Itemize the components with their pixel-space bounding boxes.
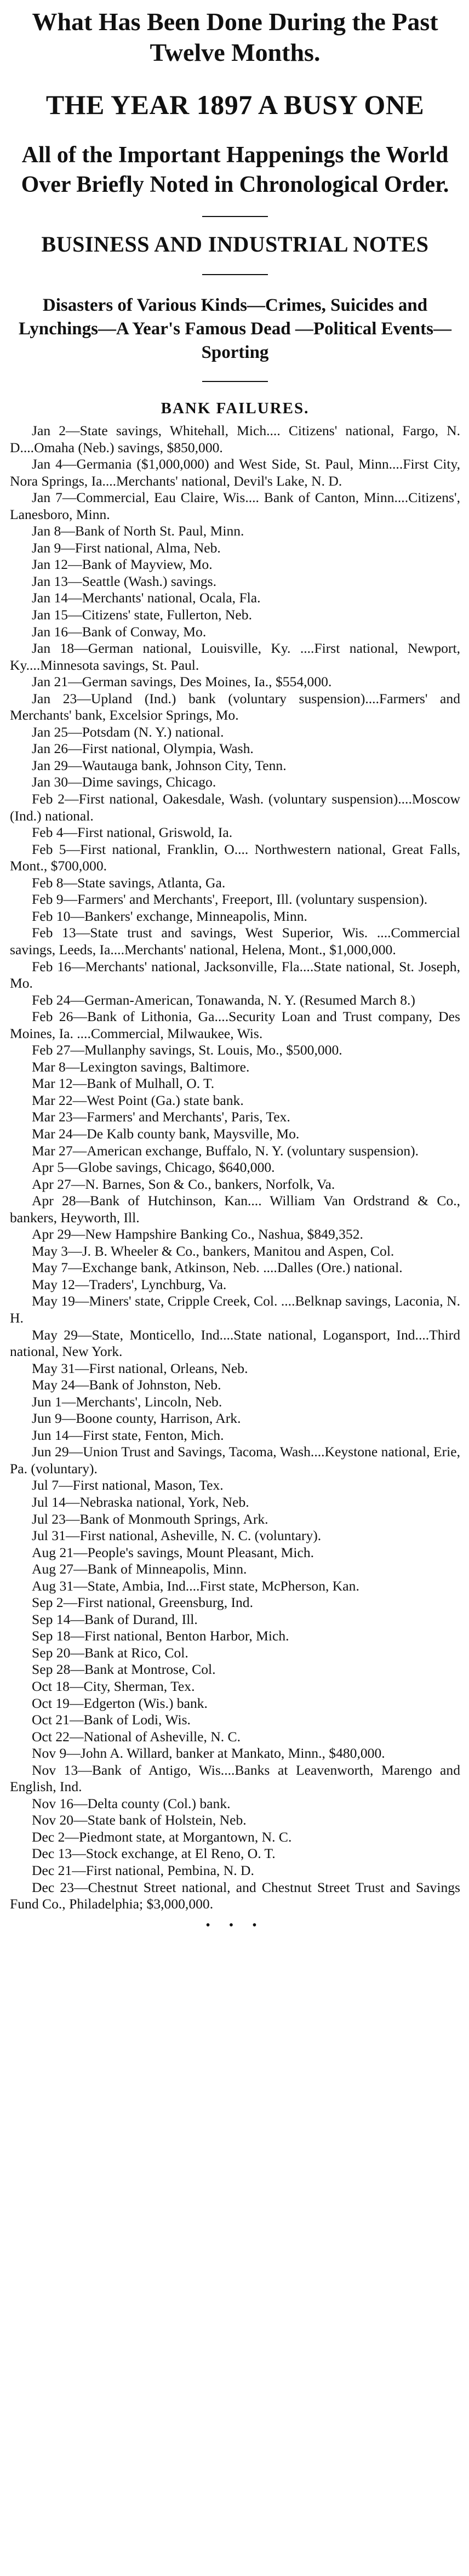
bank-failure-entry: Jul 14—Nebraska national, York, Neb.	[32, 1494, 249, 1510]
divider-rule	[202, 216, 268, 217]
bank-failure-entry: Jan 15—Citizens' state, Fullerton, Neb.	[32, 607, 252, 623]
bank-failure-entry: Jun 29—Union Trust and Savings, Tacoma, Wash....Keystone national, Erie, Pa. (voluntary).	[10, 1444, 460, 1477]
bank-failure-entry: Jan 14—Merchants' national, Ocala, Fla.	[32, 590, 261, 606]
bank-failure-entry: Mar 8—Lexington savings, Baltimore.	[32, 1058, 250, 1075]
bank-failure-entry: Jun 14—First state, Fenton, Mich.	[32, 1427, 224, 1443]
bank-failure-entry: May 29—State, Monticello, Ind....State national, Logansport, Ind....Third national, New York.	[10, 1326, 460, 1360]
bank-failure-entry: Dec 13—Stock exchange, at El Reno, O. T.	[32, 1845, 276, 1862]
bank-failure-entry: Jan 16—Bank of Conway, Mo.	[32, 623, 207, 640]
year-headline: THE YEAR 1897 A BUSY ONE	[45, 89, 425, 120]
bank-failure-entry: Jul 31—First national, Asheville, N. C. (voluntary).	[32, 1528, 322, 1544]
bank-failure-entry: Dec 21—First national, Pembina, N. D.	[32, 1862, 254, 1879]
bank-failure-entry: Jan 23—Upland (Ind.) bank (voluntary suspension)....Farmers' and Merchants' bank, Excelsior Springs, Mo.	[10, 690, 460, 723]
bank-failure-entry: Feb 27—Mullanphy savings, St. Louis, Mo., $500,000.	[32, 1042, 342, 1058]
bank-failure-entry: Apr 27—N. Barnes, Son & Co., bankers, Norfolk, Va.	[32, 1176, 335, 1192]
bank-failure-entry: Sep 2—First national, Greensburg, Ind.	[32, 1594, 254, 1611]
bank-failure-entry: Feb 9—Farmers' and Merchants', Freeport, Ill. (voluntary suspension).	[32, 891, 428, 908]
bank-failure-entry: Aug 27—Bank of Minneapolis, Minn.	[32, 1561, 247, 1577]
bank-failure-entry: Oct 21—Bank of Lodi, Wis.	[32, 1712, 191, 1728]
bank-failure-entry: Oct 18—City, Sherman, Tex.	[32, 1678, 195, 1695]
bank-failure-entry: Mar 22—West Point (Ga.) state bank.	[32, 1092, 244, 1108]
bank-failure-entry: May 7—Exchange bank, Atkinson, Neb. ....Dalles (Ore.) national.	[32, 1259, 403, 1276]
bank-failure-entry: Jan 25—Potsdam (N. Y.) national.	[32, 723, 224, 740]
bank-failure-entry: May 19—Miners' state, Cripple Creek, Col. ....Belknap savings, Laconia, N. H.	[10, 1293, 460, 1326]
bank-failure-entry: Jan 26—First national, Olympia, Wash.	[32, 740, 254, 757]
bank-failure-entry: May 31—First national, Orleans, Neb.	[32, 1360, 248, 1376]
bank-failure-entry: Oct 19—Edgerton (Wis.) bank.	[32, 1695, 208, 1711]
bank-failure-entry: Nov 9—John A. Willard, banker at Mankato, Minn., $480,000.	[32, 1745, 385, 1762]
bank-failure-entry: Feb 10—Bankers' exchange, Minneapolis, Minn.	[32, 908, 307, 924]
bank-failure-entry: Feb 13—State trust and savings, West Superior, Wis. ....Commercial savings, Leeds, Ia....Merchants' national, Helena, Mont., $1,000,000.	[10, 925, 460, 958]
bank-failure-entry: Feb 5—First national, Franklin, O.... Northwestern national, Great Falls, Mont., $700,000.	[10, 841, 460, 874]
bank-failure-entry: Sep 28—Bank at Montrose, Col.	[32, 1661, 216, 1678]
bank-failure-entry: Jan 12—Bank of Mayview, Mo.	[32, 556, 213, 573]
bank-failure-entry: Feb 26—Bank of Lithonia, Ga....Security Loan and Trust company, Des Moines, Ia. ....Commercial, Milwaukee, Wis.	[10, 1008, 460, 1041]
bank-failure-entry: Jul 7—First national, Mason, Tex.	[32, 1477, 224, 1494]
bank-failure-entry: Nov 16—Delta county (Col.) bank.	[32, 1795, 231, 1811]
section-subdeck: Disasters of Various Kinds—Crimes, Suicides and Lynchings—A Year's Famous Dead —Political Events—Sporting	[19, 295, 451, 362]
bank-failure-entry: Jul 23—Bank of Monmouth Springs, Ark.	[32, 1511, 268, 1527]
bank-failure-entry: Mar 27—American exchange, Buffalo, N. Y. (voluntary suspension).	[32, 1142, 419, 1159]
bank-failure-entry: Sep 18—First national, Benton Harbor, Mich.	[32, 1628, 289, 1644]
bank-failure-entry: Apr 29—New Hampshire Banking Co., Nashua, $849,352.	[32, 1226, 363, 1243]
bank-failure-entry: Jan 18—German national, Louisville, Ky. ....First national, Newport, Ky....Minnesota savings, St. Paul.	[10, 640, 460, 673]
divider-rule	[202, 274, 268, 275]
bank-failure-entry: Apr 5—Globe savings, Chicago, $640,000.	[32, 1159, 275, 1176]
bank-failure-entry: May 24—Bank of Johnston, Neb.	[32, 1377, 221, 1393]
bank-failure-entry: Jun 9—Boone county, Harrison, Ark.	[32, 1410, 241, 1427]
bank-failure-entry: Mar 12—Bank of Mulhall, O. T.	[32, 1075, 215, 1092]
bank-failure-entry: Jan 2—State savings, Whitehall, Mich.... Citizens' national, Fargo, N. D....Omaha (Neb.) savings, $850,000.	[10, 423, 460, 455]
bank-failures-heading: BANK FAILURES.	[161, 400, 310, 417]
bank-failure-entry: Mar 24—De Kalb county bank, Maysville, Mo.	[32, 1125, 300, 1142]
bank-failure-entry: Jan 4—Germania ($1,000,000) and West Side, St. Paul, Minn....First City, Nora Springs, Ia....Merchants' national, Devil's Lake, N. D.	[10, 456, 460, 489]
bank-failure-entry: Jan 9—First national, Alma, Neb.	[32, 539, 221, 556]
bank-failure-entry: Jun 1—Merchants', Lincoln, Neb.	[32, 1393, 222, 1410]
bank-failure-entry: Feb 2—First national, Oakesdale, Wash. (voluntary suspension)....Moscow (Ind.) national.	[10, 791, 460, 824]
bank-failure-entry: Jan 7—Commercial, Eau Claire, Wis.... Bank of Canton, Minn....Citizens', Lanesboro, Minn.	[10, 489, 460, 522]
bank-failure-entry: Feb 16—Merchants' national, Jacksonville, Fla....State national, St. Joseph, Mo.	[10, 958, 460, 991]
bank-failure-entry: Aug 31—State, Ambia, Ind....First state, McPherson, Kan.	[32, 1577, 359, 1594]
bank-failure-entry: Apr 28—Bank of Hutchinson, Kan.... William Van Ordstrand & Co., bankers, Heyworth, Ill.	[10, 1193, 460, 1226]
bank-failure-entry: Jan 21—German savings, Des Moines, Ia., $554,000.	[32, 674, 332, 690]
bank-failure-entry: Jan 30—Dime savings, Chicago.	[32, 774, 216, 790]
main-headline: What Has Been Done During the Past Twelve Months.	[32, 8, 438, 66]
bank-failure-entry: Oct 22—National of Asheville, N. C.	[32, 1728, 241, 1745]
bank-failure-entry: Feb 24—German-American, Tonawanda, N. Y. (Resumed March 8.)	[32, 991, 415, 1008]
bank-failure-entry: Jan 8—Bank of North St. Paul, Minn.	[32, 523, 244, 539]
bank-failure-entry: Dec 23—Chestnut Street national, and Chestnut Street Trust and Savings Fund Co., Philadelphia; $3,000,000.	[10, 1879, 460, 1912]
section-title: BUSINESS AND INDUSTRIAL NOTES	[41, 232, 429, 257]
bank-failure-entry: Feb 8—State savings, Atlanta, Ga.	[32, 874, 226, 891]
bank-failure-entry: Nov 20—State bank of Holstein, Neb.	[32, 1812, 247, 1828]
bank-failure-entry: Dec 2—Piedmont state, at Morgantown, N. C.	[32, 1828, 292, 1845]
end-mark: • • •	[205, 1918, 265, 1933]
bank-failures-list	[10, 423, 460, 1913]
divider-rule	[202, 381, 268, 382]
bank-failure-entry: May 3—J. B. Wheeler & Co., bankers, Manitou and Aspen, Col.	[32, 1243, 394, 1259]
bank-failure-entry: Jan 29—Wautauga bank, Johnson City, Tenn.	[32, 757, 287, 773]
bank-failure-entry: Feb 4—First national, Griswold, Ia.	[32, 824, 233, 841]
bank-failure-entry: Jan 13—Seattle (Wash.) savings.	[32, 573, 216, 589]
bank-failure-entry: Mar 23—Farmers' and Merchants', Paris, Tex.	[32, 1109, 290, 1125]
bank-failure-entry: May 12—Traders', Lynchburg, Va.	[32, 1276, 227, 1292]
bank-failure-entry: Sep 14—Bank of Durand, Ill.	[32, 1611, 198, 1627]
bank-failure-entry: Nov 13—Bank of Antigo, Wis....Banks at Leavenworth, Marengo and English, Ind.	[10, 1762, 460, 1795]
headline-deck: All of the Important Happenings the World Over Briefly Noted in Chronological Order.	[21, 143, 449, 197]
bank-failure-entry: Aug 21—People's savings, Mount Pleasant, Mich.	[32, 1544, 314, 1560]
bank-failure-entry: Sep 20—Bank at Rico, Col.	[32, 1644, 188, 1661]
